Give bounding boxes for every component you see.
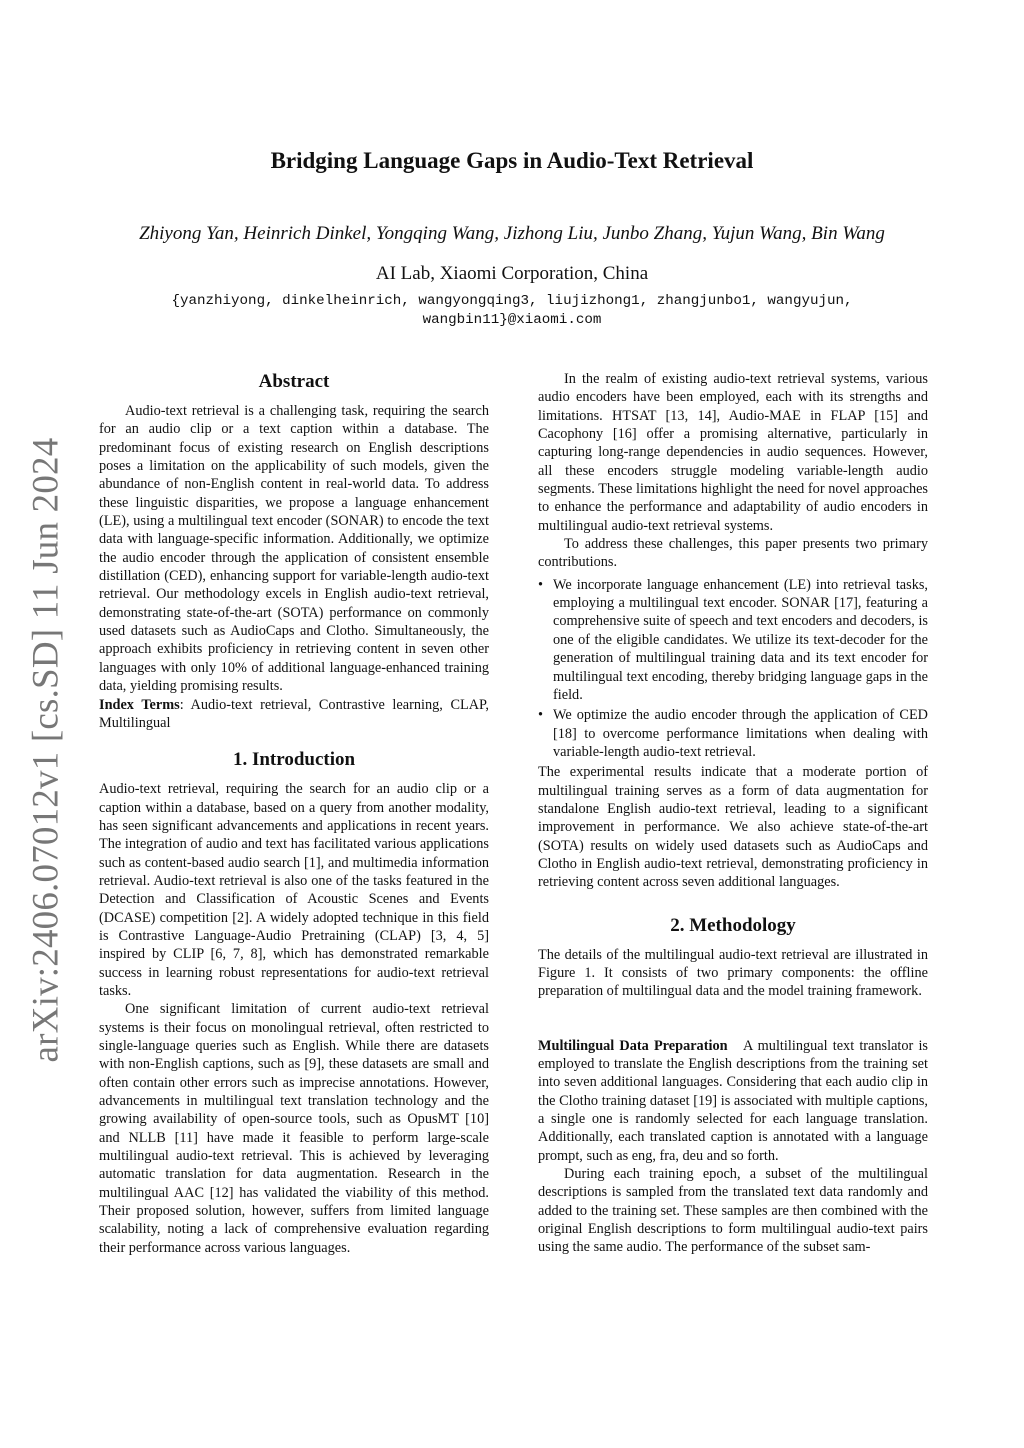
paper-title: Bridging Language Gaps in Audio-Text Retrieval: [270, 148, 754, 173]
list-item-text: We optimize the audio encoder through the application of CED [18] to overcome performance limitations when dealing with variable-length audio-text retrieval.: [553, 707, 928, 760]
section-heading-introduction: 1. Introduction: [232, 749, 356, 771]
index-terms: [99, 696, 489, 733]
list-item: • We optimize the audio encoder through the application of CED [18] to overcome performance limitations when dealing with variable-length audio-text retrieval.: [538, 707, 928, 760]
intro-paragraph-3: In the realm of existing audio-text retrieval systems, various audio encoders have been employed, each with its strengths and limitations. HTSAT [13, 14], Audio-MAE in FLAP [15] and Cacophony [16] offer a promising alternative, particularly in capturing long-range dependencies in audio sequences. However, all these encoders struggle modeling variable-length audio segments. These limitations highlight the need for novel approaches to enhance the performance and adaptability of audio encoders in multilingual audio-text retrieval systems.: [538, 371, 928, 534]
author-emails: {yanzhiyong, dinkelheinrich, wangyongqing3, liujizhong1, zhangjunbo1, wangyujun, wangbin11}@xiaomi.com: [171, 293, 853, 328]
intro-paragraph-4: To address these challenges, this paper presents two primary contributions.: [538, 536, 928, 571]
index-terms-text: : Audio-text retrieval, Contrastive learning, CLAP, Multilingual: [99, 696, 489, 731]
left-column: [99, 370, 489, 1257]
author-list: Zhiyong Yan, Heinrich Dinkel, Yongqing Wang, Jizhong Liu, Junbo Zhang, Yujun Wang, Bin Wang: [139, 223, 885, 244]
index-terms-label: Index Terms: [99, 696, 180, 713]
mdp-text: A multilingual text translator is employed to translate the English descriptions from the training set into seven additional languages. Considering that each audio clip in the Clotho training dataset [19] is associated with multiple captions, a single one is randomly selected for each language translation. Additionally, each translated caption is annotated with a language prompt, such as eng, fra, deu and so forth.: [538, 1037, 928, 1164]
method-paragraph-1: The details of the multilingual audio-text retrieval are illustrated in Figure 1. It consists of two primary components: the offline preparation of multilingual data and the model training framework.: [538, 946, 928, 1000]
list-item-text: We incorporate language enhancement (LE) into retrieval tasks, employing a multilingual text encoder. SONAR [17], featuring a comprehensive suite of speech and text encoders and decoders, is one of the eligible candidates. We utilize its text-decoder for the generation of multilingual training data and its text encoder for multilingual text encoding, thereby bridging language gaps in the field.: [553, 576, 928, 703]
abstract-heading: Abstract: [258, 371, 330, 392]
method-paragraph-3: During each training epoch, a subset of the multilingual descriptions is sampled from the translated text data randomly and added to the training set. These samples are then combined with the original English descriptions to form multilingual audio-text pairs using the same audio. The performance of the subset sam-: [538, 1166, 928, 1256]
affiliation: AI Lab, Xiaomi Corporation, China: [375, 263, 649, 284]
method-paragraph-2: [538, 1037, 928, 1165]
abstract-text: Audio-text retrieval is a challenging task, requiring the search for an audio clip or a text caption within a database. The predominant focus of existing research on English descriptions poses a limitation on the applicability of such models, given the abundance of non-English content in real-world data. To address these linguistic disparities, we propose a language enhancement (LE), using a multilingual text encoder (SONAR) to encode the text data with language-specific information. Additionally, we optimize the audio encoder through the application of consistent ensemble distillation (CED), enhancing support for variable-length audio-text retrieval. Our methodology excels in English audio-text retrieval, demonstrating state-of-the-art (SOTA) performance on commonly used datasets such as AudioCaps and Clotho. Simultaneously, the approach exhibits proficiency in retrieving content in seven other languages with only 10% of additional language-enhanced training data, yielding promising results.: [99, 403, 489, 695]
mdp-label: Multilingual Data Preparation: [538, 1037, 728, 1054]
intro-paragraph-1: Audio-text retrieval, requiring the search for an audio clip or a caption within a database, based on a query from another modality, has seen significant advancements and applications in recent years. The integration of audio and text has facilitated various applications such as content-based audio search [1], and multimedia information retrieval. Audio-text retrieval is also one of the tasks featured in the Detection and Classification of Acoustic Scenes and Events (DCASE) competition [2]. A widely adopted technique in this field is Contrastive Language-Audio Pretraining (CLAP) [3, 4, 5] inspired by CLIP [6, 7, 8], which has demonstrated remarkable success in learning robust representations for audio-text retrieval tasks.: [99, 781, 489, 999]
contribution-list: [538, 576, 928, 761]
section-heading-methodology: 2. Methodology: [670, 914, 796, 936]
intro-paragraph-5: The experimental results indicate that a moderate portion of multilingual training serves as a form of data augmentation for standalone English audio-text retrieval, leading to a significant improvement in performance. We also achieve state-of-the-art (SOTA) results on widely used datasets such as AudioCaps and Clotho in English audio-text retrieval, demonstrating proficiency in retrieving content across seven additional languages.: [538, 764, 928, 891]
arxiv-stamp-text: arXiv:2406.07012v1 [cs.SD] 11 Jun 2024: [25, 437, 67, 1063]
intro-paragraph-2: One significant limitation of current audio-text retrieval systems is their focus on monolingual retrieval, often restricted to single-language queries such as English. While there are datasets with non-English captions, such as [9], these datasets are small and often contain other errors such as imprecise annotations. However, advancements in multilingual text translation technology and the growing availability of open-source tools, such as OpusMT [10] and NLLB [11] have made it feasible to perform large-scale multilingual audio-text retrieval. This is achieved by leveraging automatic translation for data augmentation. Research in the multilingual AAC [12] has validated the viability of this method. Their proposed solution, however, suffers from limited language scalability, noting a lack of comprehensive evaluation regarding their performance across various languages.: [99, 1001, 489, 1256]
right-column: [538, 370, 928, 1257]
list-item: • We incorporate language enhancement (LE) into retrieval tasks, employing a multilingual text encoder. SONAR [17], featuring a comprehensive suite of speech and text encoders and decoders, is one of the eligible candidates. We utilize its text-decoder for the generation of multilingual training data and its text encoder for multilingual text encoding, thereby bridging language gaps in the field.: [538, 576, 928, 703]
